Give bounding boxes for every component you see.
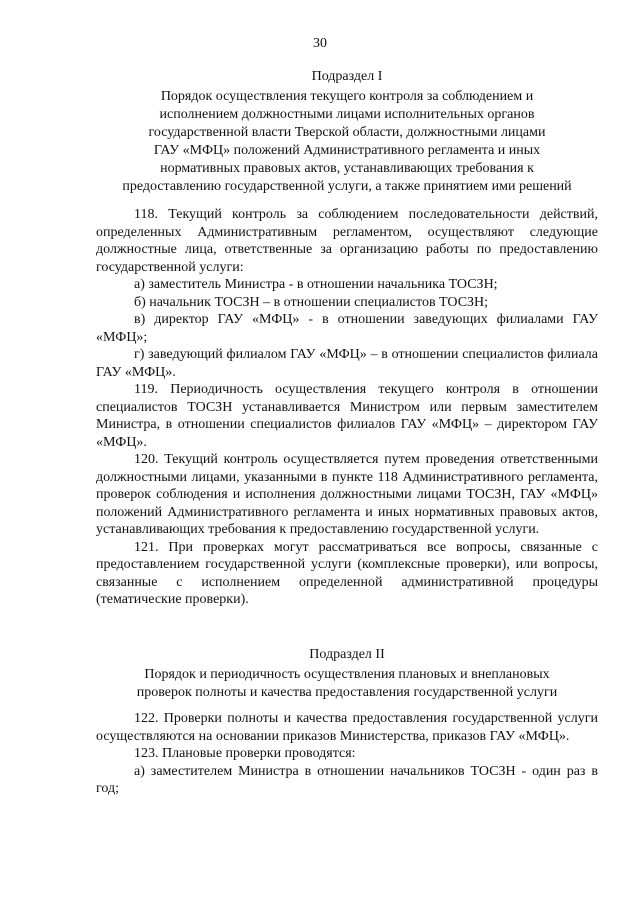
heading-line: Порядок осуществления текущего контроля за соблюдением и xyxy=(160,89,534,104)
paragraph-122: 122. Проверки полноты и качества предоставления государственной услуги осуществляются на основании приказов Министерства, приказов ГАУ «МФЦ». xyxy=(96,711,598,744)
heading-line: ГАУ «МФЦ» положений Административного регламента и иных xyxy=(153,143,541,158)
subsection-1-heading-lines xyxy=(96,88,598,196)
subsection-2-title: Подраздел II xyxy=(309,647,385,662)
paragraph-123: 123. Плановые проверки проводятся: xyxy=(134,746,356,761)
paragraph-123-a: а) заместителем Министра в отношении начальников ТОСЗН - один раз в год; xyxy=(96,763,598,796)
subsection-2-heading xyxy=(96,646,598,702)
paragraph-118-b: б) начальник ТОСЗН – в отношении специалистов ТОСЗН; xyxy=(134,294,489,310)
heading-line: проверок полноты и качества предоставления государственной услуги xyxy=(136,685,558,700)
subsection-2-body xyxy=(96,710,598,798)
subsection-1-title: Подраздел I xyxy=(311,69,383,84)
heading-line: Порядок и периодичность осуществления плановых и внеплановых xyxy=(144,667,550,682)
paragraph-118: 118. Текущий контроль за соблюдением последовательности действий, определенных Административным регламентом, осуществляют следующие должностные лица, ответственные за организацию работы по предоставлению государственной услуги: xyxy=(96,207,598,275)
heading-line: предоставлению государственной услуги, а также принятием ими решений xyxy=(122,179,572,194)
subsection-1-body xyxy=(96,206,598,609)
subsection-1-heading xyxy=(96,68,598,196)
subsection-2-heading-lines xyxy=(96,666,598,702)
paragraph-120: 120. Текущий контроль осуществляется путем проведения ответственными должностными лицами, указанными в пункте 118 Административного регламента, проверок соблюдения и исполнения должностными лицами ТОСЗН, ГАУ «МФЦ» положений Административного регламента и иных нормативных правовых актов, устанавливающих требования к предоставлению государственной услуги. xyxy=(96,452,598,537)
heading-line: исполнением должностными лицами исполнительных органов xyxy=(159,107,535,122)
heading-line: нормативных правовых актов, устанавливающих требования к xyxy=(160,161,534,176)
paragraph-119: 119. Периодичность осуществления текущего контроля в отношении специалистов ТОСЗН устанавливается Министром или первым заместителем Министра, в отношении специалистов филиалов ГАУ «МФЦ» – директором ГАУ «МФЦ». xyxy=(96,382,598,450)
page-number: 30 xyxy=(313,36,327,51)
heading-line: государственной власти Тверской области, должностными лицами xyxy=(148,125,546,140)
paragraph-118-g: г) заведующий филиалом ГАУ «МФЦ» – в отношении специалистов филиала ГАУ «МФЦ». xyxy=(96,347,598,380)
paragraph-118-v: в) директор ГАУ «МФЦ» - в отношении заведующих филиалами ГАУ «МФЦ»; xyxy=(96,312,598,345)
paragraph-121: 121. При проверках могут рассматриваться все вопросы, связанные с предоставлением государственной услуги (комплексные проверки), или вопросы, связанные с исполнением определенной административной процедуры (тематические проверки). xyxy=(96,539,598,607)
paragraph-118-a: а) заместитель Министра - в отношении начальника ТОСЗН; xyxy=(134,277,498,292)
